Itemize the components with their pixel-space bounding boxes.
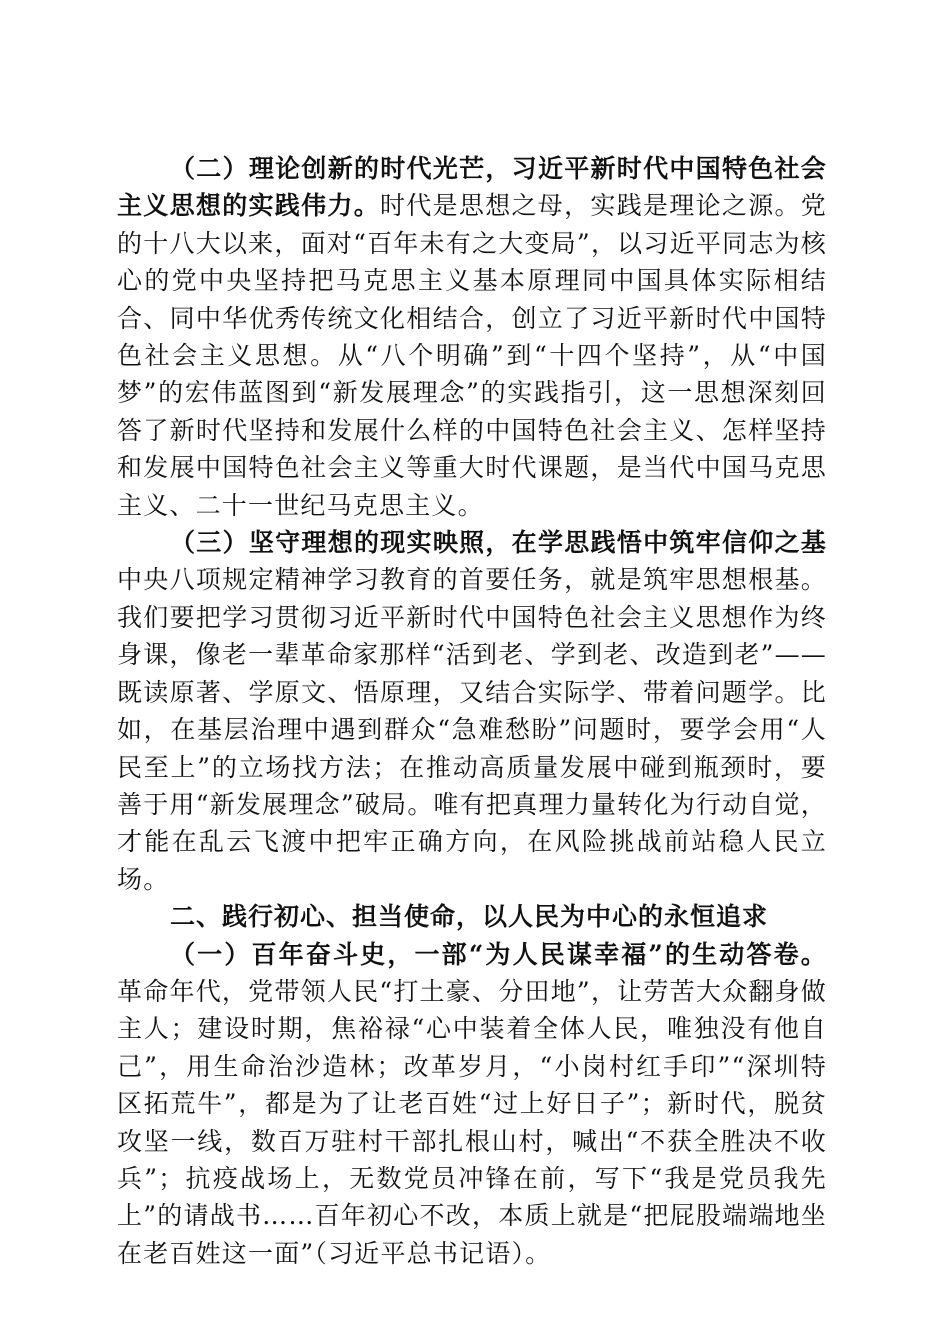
paragraph-text-ideal-reflection: 中央八项规定精神学习教育的首要任务，就是筑牢思想根基。我们要把学习贯彻习近平新时代中国特色社会主义思想作为终身课，像老一辈革命家那样“活到老、学到老、改造到老”——既读原著、学原文、悟原理，又结合实际学、带着问题学。比如，在基层治理中遇到群众“急难愁盼”问题时，要学会用“人民至上”的立场找方法；在推动高质量发展中碰到瓶颈时，要善于用“新发展理念”破局。唯有把真理力量转化为行动自觉，才能在乱云飞渡中把牢正确方向，在风险挑战前站稳人民立场。 [117, 565, 827, 894]
document-body [117, 150, 827, 1272]
paragraph-ideal-reflection [117, 524, 827, 898]
paragraph-lead-century-struggle: （一）百年奋斗史，一部“为人民谋幸福”的生动答卷。 [170, 939, 827, 969]
paragraph-theory-innovation [117, 150, 827, 524]
paragraph-text-century-struggle: 革命年代，党带领人民“打土豪、分田地”，让劳苦大众翻身做主人；建设时期，焦裕禄“心中装着全体人民，唯独没有他自己”，用生命治沙造林；改革岁月，“小岗村红手印”“深圳特区拓荒牛”，都是为了让老百姓“过上好日子”；新时代，脱贫攻坚一线，数百万驻村干部扎根山村，喊出“不获全胜决不收兵”；抗疫战场上，无数党员冲锋在前，写下“我是党员我先上”的请战书……百年初心不改，本质上就是“把屁股端端地坐在老百姓这一面”（习近平总书记语）。 [117, 976, 827, 1268]
paragraph-lead-theory-innovation: （二）理论创新的时代光芒，习近平新时代中国特色社会主义思想的实践伟力。 [117, 154, 827, 221]
paragraph-lead-ideal-reflection: （三）坚守理想的现实映照，在学思践悟中筑牢信仰之基 [170, 528, 827, 558]
paragraph-text-theory-innovation: 时代是思想之母，实践是理论之源。党的十八大以来，面对“百年未有之大变局”，以习近平同志为核心的党中央坚持把马克思主义基本原理同中国具体实际相结合、同中华优秀传统文化相结合，创立了习近平新时代中国特色社会主义思想。从“八个明确”到“十四个坚持”，从“中国梦”的宏伟蓝图到“新发展理念”的实践指引，这一思想深刻回答了新时代坚持和发展什么样的中国特色社会主义、怎样坚持和发展中国特色社会主义等重大时代课题，是当代中国马克思主义、二十一世纪马克思主义。 [117, 191, 827, 520]
paragraph-century-struggle [117, 936, 827, 1273]
section-heading-2: 二、践行初心、担当使命，以人民为中心的永恒追求 [170, 902, 769, 932]
